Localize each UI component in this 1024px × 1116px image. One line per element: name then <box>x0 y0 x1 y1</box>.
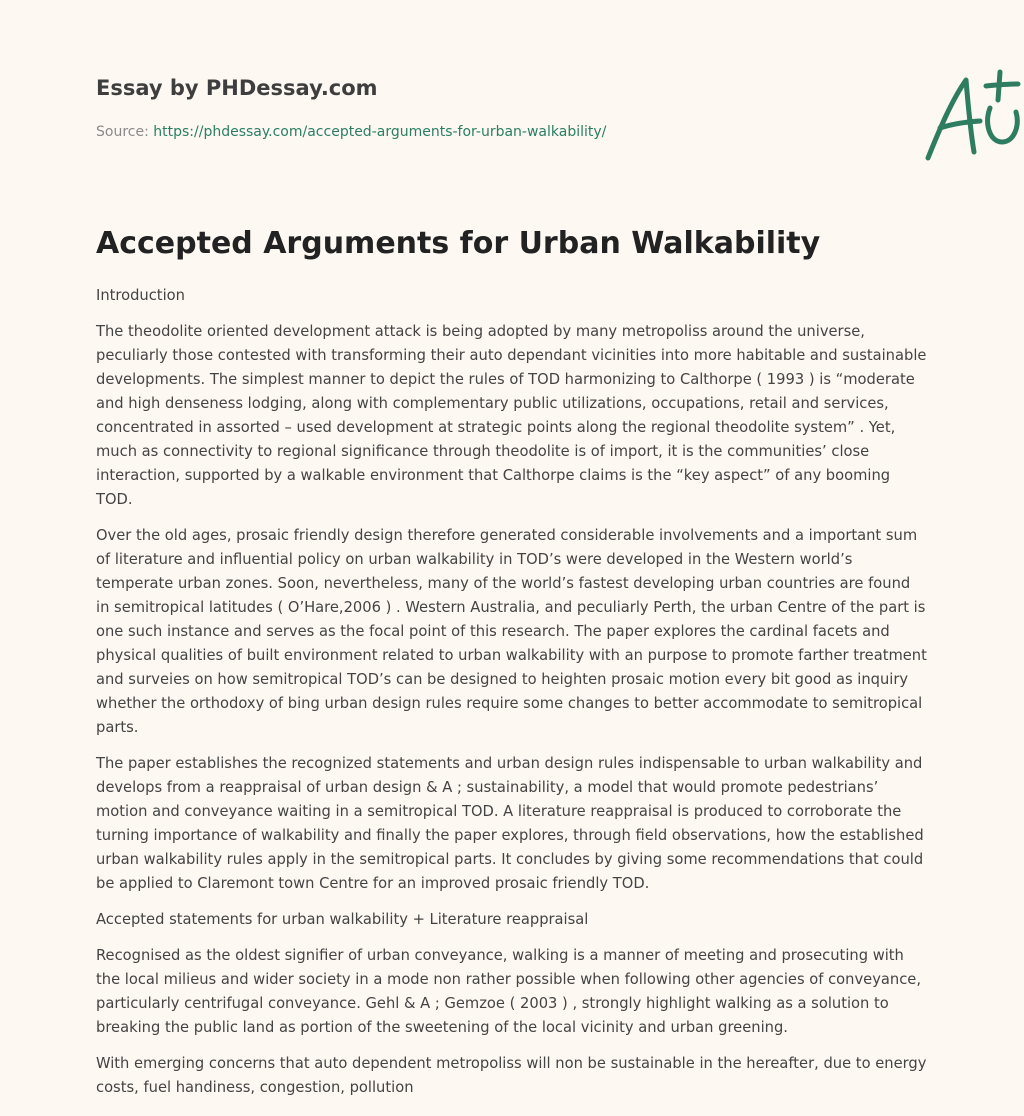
section-heading-accepted-statements: Accepted statements for urban walkability + Literature reappraisal <box>96 911 589 928</box>
paragraph: Recognised as the oldest signifier of urban conveyance, walking is a manner of meeting and prosecuting with the local milieus and wider society in a mode non rather possible when following other agencies of conveyance, particularly centrifugal conveyance. Gehl & A ; Gemzoe ( 2003 ) , strongly highlight walking as a solution to breaking the public land as portion of the sweetening of the local vicinity and urban greening. <box>96 947 921 1036</box>
a-plus-logo-graphic <box>920 66 1024 166</box>
paragraph: The theodolite oriented development attack is being adopted by many metropoliss around the universe, peculiarly those contested with transforming their auto dependant vicinities into more habitable and sustainable developments. The simplest manner to depict the rules of TOD harmonizing to Calthorpe ( 1993 ) is “moderate and high denseness lodging, along with complementary public utilizations, occupations, retail and services, concentrated in assorted – used development at strategic points along the regional theodolite system” . Yet, much as connectivity to regional significance through theodolite is of import, it is the communities’ close interaction, supported by a walkable environment that Calthorpe claims is the “key aspect” of any booming TOD. <box>96 323 927 508</box>
source-line <box>96 124 606 140</box>
a-plus-grade-icon <box>920 66 1024 166</box>
source-label: Source: <box>96 124 154 140</box>
essay-title: Accepted Arguments for Urban Walkability <box>96 226 821 261</box>
site-brand[interactable]: Essay by PHDessay.com <box>96 76 378 100</box>
paragraph: The paper establishes the recognized statements and urban design rules indispensable to urban walkability and develops from a reappraisal of urban design & A ; sustainability, a model that would promote pedestrians’ motion and conveyance waiting in a semitropical TOD. A literature reappraisal is produced to corroborate the turning importance of walkability and finally the paper explores, through field observations, how the established urban walkability rules apply in the semitropical parts. It concludes by giving some recommendations that could be applied to Claremont town Centre for an improved prosaic friendly TOD. <box>96 755 924 892</box>
section-heading-introduction: Introduction <box>96 287 185 304</box>
source-link[interactable]: https://phdessay.com/accepted-arguments-for-urban-walkability/ <box>153 124 607 140</box>
paragraph: With emerging concerns that auto dependent metropoliss will non be sustainable in the hereafter, due to energy costs, fuel handiness, congestion, pollution <box>96 1055 927 1096</box>
essay-body <box>96 284 928 1112</box>
paragraph: Over the old ages, prosaic friendly design therefore generated considerable involvements and a important sum of literature and influential policy on urban walkability in TOD’s were developed in the Western world’s temperate urban zones. Soon, nevertheless, many of the world’s fastest developing urban countries are found in semitropical latitudes ( O’Hare,2006 ) . Western Australia, and peculiarly Perth, the urban Centre of the part is one such instance and serves as the focal point of this research. The paper explores the cardinal facets and physical qualities of built environment related to urban walkability with an purpose to promote farther treatment and surveies on how semitropical TOD’s can be designed to heighten prosaic motion every bit good as inquiry whether the orthodoxy of bing urban design rules require some changes to better accommodate to semitropical parts. <box>96 527 927 736</box>
